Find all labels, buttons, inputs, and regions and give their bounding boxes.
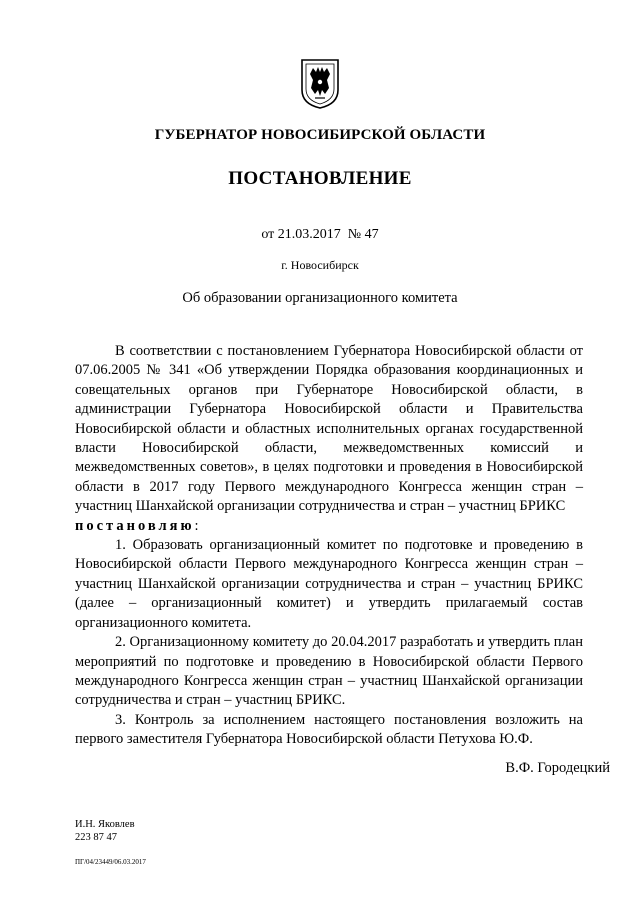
- executor-block: [75, 818, 135, 844]
- date-prefix: от: [261, 227, 275, 242]
- document-type-title: ПОСТАНОВЛЕНИЕ: [228, 168, 412, 189]
- decree-item: 2. Организационному комитету до 20.04.2017 разработать и утвердить план мероприятий по подготовке и проведению в Новосибирской области Первого международного Конгресса женщин стран – участниц Шанхайской организации сотрудничества и стран – участниц БРИКС.: [75, 634, 583, 709]
- document-body: [75, 342, 583, 750]
- decree-colon: :: [194, 517, 199, 534]
- number-label: №: [347, 227, 362, 242]
- document-number: 47: [364, 227, 379, 242]
- executor-name: И.Н. Яковлев: [75, 819, 135, 830]
- document-registry-id: ПГ/04/23449/06.03.2017: [75, 858, 146, 866]
- decree-item: 1. Образовать организационный комитет по подготовке и проведению в Новосибирской области Первого международного Конгресса женщин стран – участниц Шанхайской организации сотрудничества и стран – участниц БРИКС (далее – организационный комитет) и утвердить прилагаемый состав организационного комитета.: [75, 537, 583, 631]
- signatory-name: В.Ф. Городецкий: [505, 760, 610, 776]
- decree-line: [75, 517, 583, 536]
- decree-word: постановляю: [75, 517, 195, 534]
- date-number-line: [0, 227, 640, 243]
- city: г. Новосибирск: [281, 258, 359, 272]
- decree-item: 3. Контроль за исполнением настоящего постановления возложить на первого заместителя Губернатора Новосибирской области Петухова Ю.Ф.: [75, 711, 583, 748]
- document-subject: Об образовании организационного комитета: [182, 290, 458, 306]
- issuing-authority: ГУБЕРНАТОР НОВОСИБИРСКОЙ ОБЛАСТИ: [154, 127, 486, 143]
- document-date: 21.03.2017: [277, 227, 341, 242]
- executor-phone: 223 87 47: [75, 832, 117, 843]
- preamble-paragraph: В соответствии с постановлением Губернатора Новосибирской области от 07.06.2005 № 341 «Об утверждении Порядка образования координационных и совещательных органов при Губернаторе Новосибирской области, в администрации Губернатора Новосибирской области и Правительства Новосибирской области и областных исполнительных органах государственной власти Новосибирской области, межведомственных комиссий и межведомственных советов», в целях подготовки и проведения в Новосибирской области в 2017 году Первого международного Конгресса женщин стран – участниц Шанхайской организации сотрудничества и стран – участниц БРИКС: [75, 343, 583, 515]
- coat-of-arms-icon: [300, 58, 340, 110]
